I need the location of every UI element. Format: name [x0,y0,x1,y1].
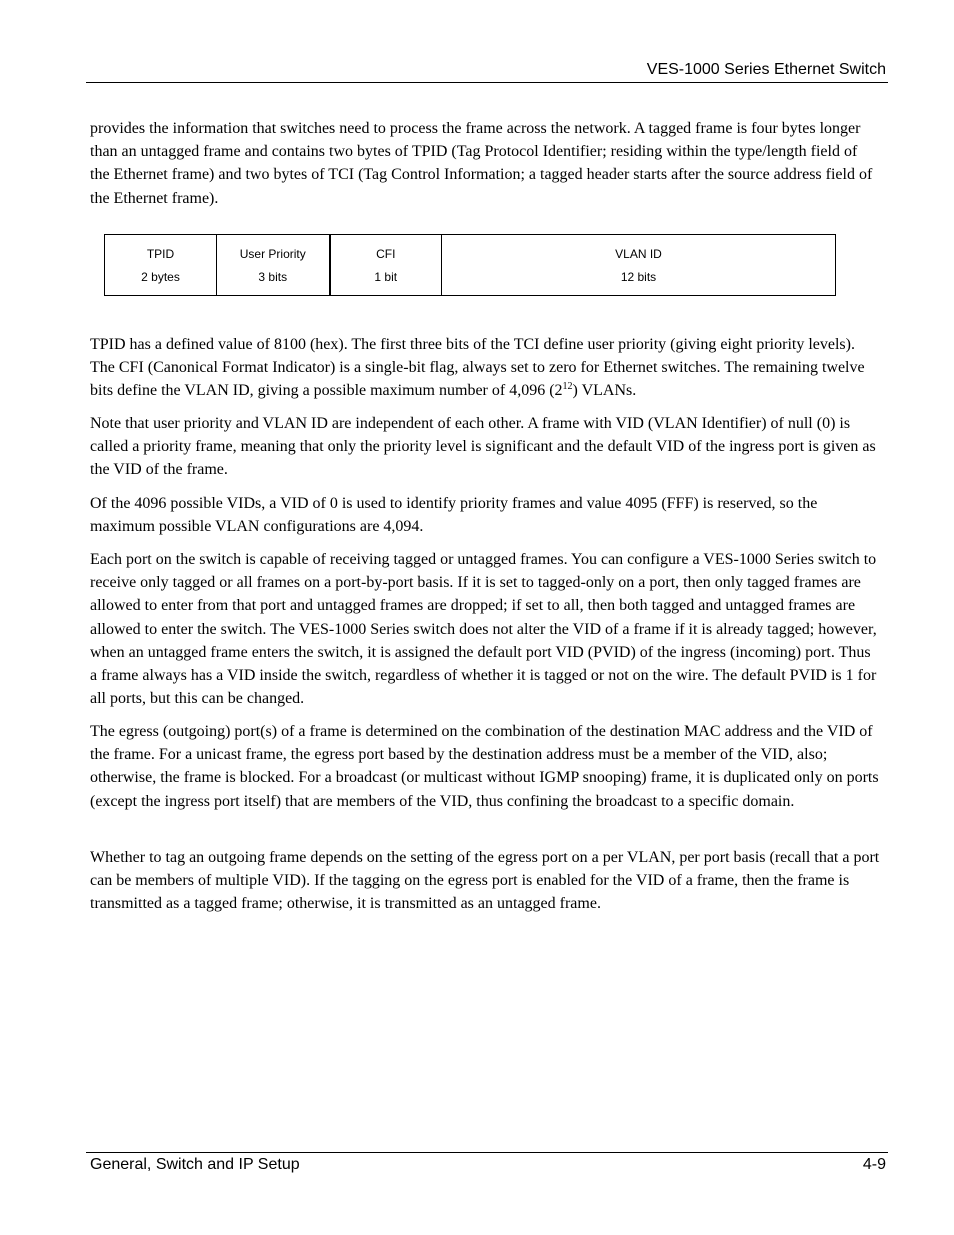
field-size: 2 bytes [141,269,180,284]
table-cell-cfi [330,235,442,296]
field-name: CFI [376,246,396,261]
paragraph-priority-frame: Note that user priority and VLAN ID are independent of each other. A frame with VID (VLAN Identifier) of null (0) is called a priority frame, meaning that only the priority level is significant and the default VID of the ingress port is given as the VID of the frame. [90,415,876,479]
header-title: VES-1000 Series Ethernet Switch [646,61,886,78]
paragraph-tpid-definition [90,333,880,403]
table-cell-user-priority [217,235,330,296]
paragraph-tagged-frame-intro: provides the information that switches need to process the frame across the network. A tagged frame is four bytes longer than an untagged frame and contains two bytes of TPID (Tag Protocol Identifier; residing within the type/length field of the Ethernet frame) and two bytes of TCI (Tag Control Information; a tagged header starts after the source address field of the Ethernet frame). [90,120,873,207]
paragraph-outgoing-tagging: Whether to tag an outgoing frame depends on the setting of the egress port on a per VLAN, per port basis (recall that a port can be members of multiple VID). If the tagging on the egress port is enabled for the VID of a frame, then the frame is transmitted as a tagged frame; otherwise, it is transmitted as an untagged frame. [90,849,880,913]
paragraph-egress-port: The egress (outgoing) port(s) of a frame is determined on the combination of the destination MAC address and the VID of the frame. For a unicast frame, the egress port based by the destination address must be a member of the VID, also; otherwise, the frame is blocked. For a broadcast (or multicast without IGMP snooping) frame, it is duplicated only on ports (except the ingress port itself) that are members of the VID, thus confining the broadcast to a specific domain. [90,723,879,810]
table-cell-tpid [105,235,217,296]
table-row [105,235,836,296]
paragraph-text: TPID has a defined value of 8100 (hex). The first three bits of the TCI define user priority (giving eight priority levels). The CFI (Canonical Format Indicator) is a single-bit flag, always set to zero for Ethernet switches. The remaining twelve bits define the VLAN ID, giving a possible maximum number of 4,096 (2 [90,336,865,400]
field-name: VLAN ID [615,246,662,261]
field-size: 3 bits [258,269,288,284]
superscript-exponent: 12 [562,381,573,393]
field-name: User Priority [239,246,306,261]
field-size: 12 bits [620,269,657,284]
paragraph-port-tagging: Each port on the switch is capable of receiving tagged or untagged frames. You can configure a VES-1000 Series switch to receive only tagged or all frames on a port-by-port basis. If it is set to tagged-only on a port, then only tagged frames are allowed to enter from that port and untagged frames are dropped; if set to all, then both tagged and untagged frames are allowed to enter the switch. The VES-1000 Series switch does not alter the VID of a frame if it is already tagged; however, when an untagged frame enters the switch, it is assigned the default port VID (PVID) of the ingress (incoming) port. Thus a frame always has a VID inside the switch, regardless of whether it is tagged or not on the wire. The default PVID is 1 for all ports, but this can be changed. [90,551,877,708]
footer-section-title: General, Switch and IP Setup [90,1156,300,1173]
page-header [86,58,888,83]
field-name: TPID [146,246,175,261]
page-number: 4-9 [862,1156,886,1173]
field-size: 1 bit [374,269,398,284]
table-cell-vlan-id [442,235,836,296]
paragraph-text: ) VLANs. [572,382,637,400]
page-footer [86,1152,888,1179]
vlan-tag-format-table [104,234,836,296]
paragraph-possible-vids: Of the 4096 possible VIDs, a VID of 0 is used to identify priority frames and value 4095 (FFF) is reserved, so the maximum possible VLAN configurations are 4,094. [90,495,818,536]
